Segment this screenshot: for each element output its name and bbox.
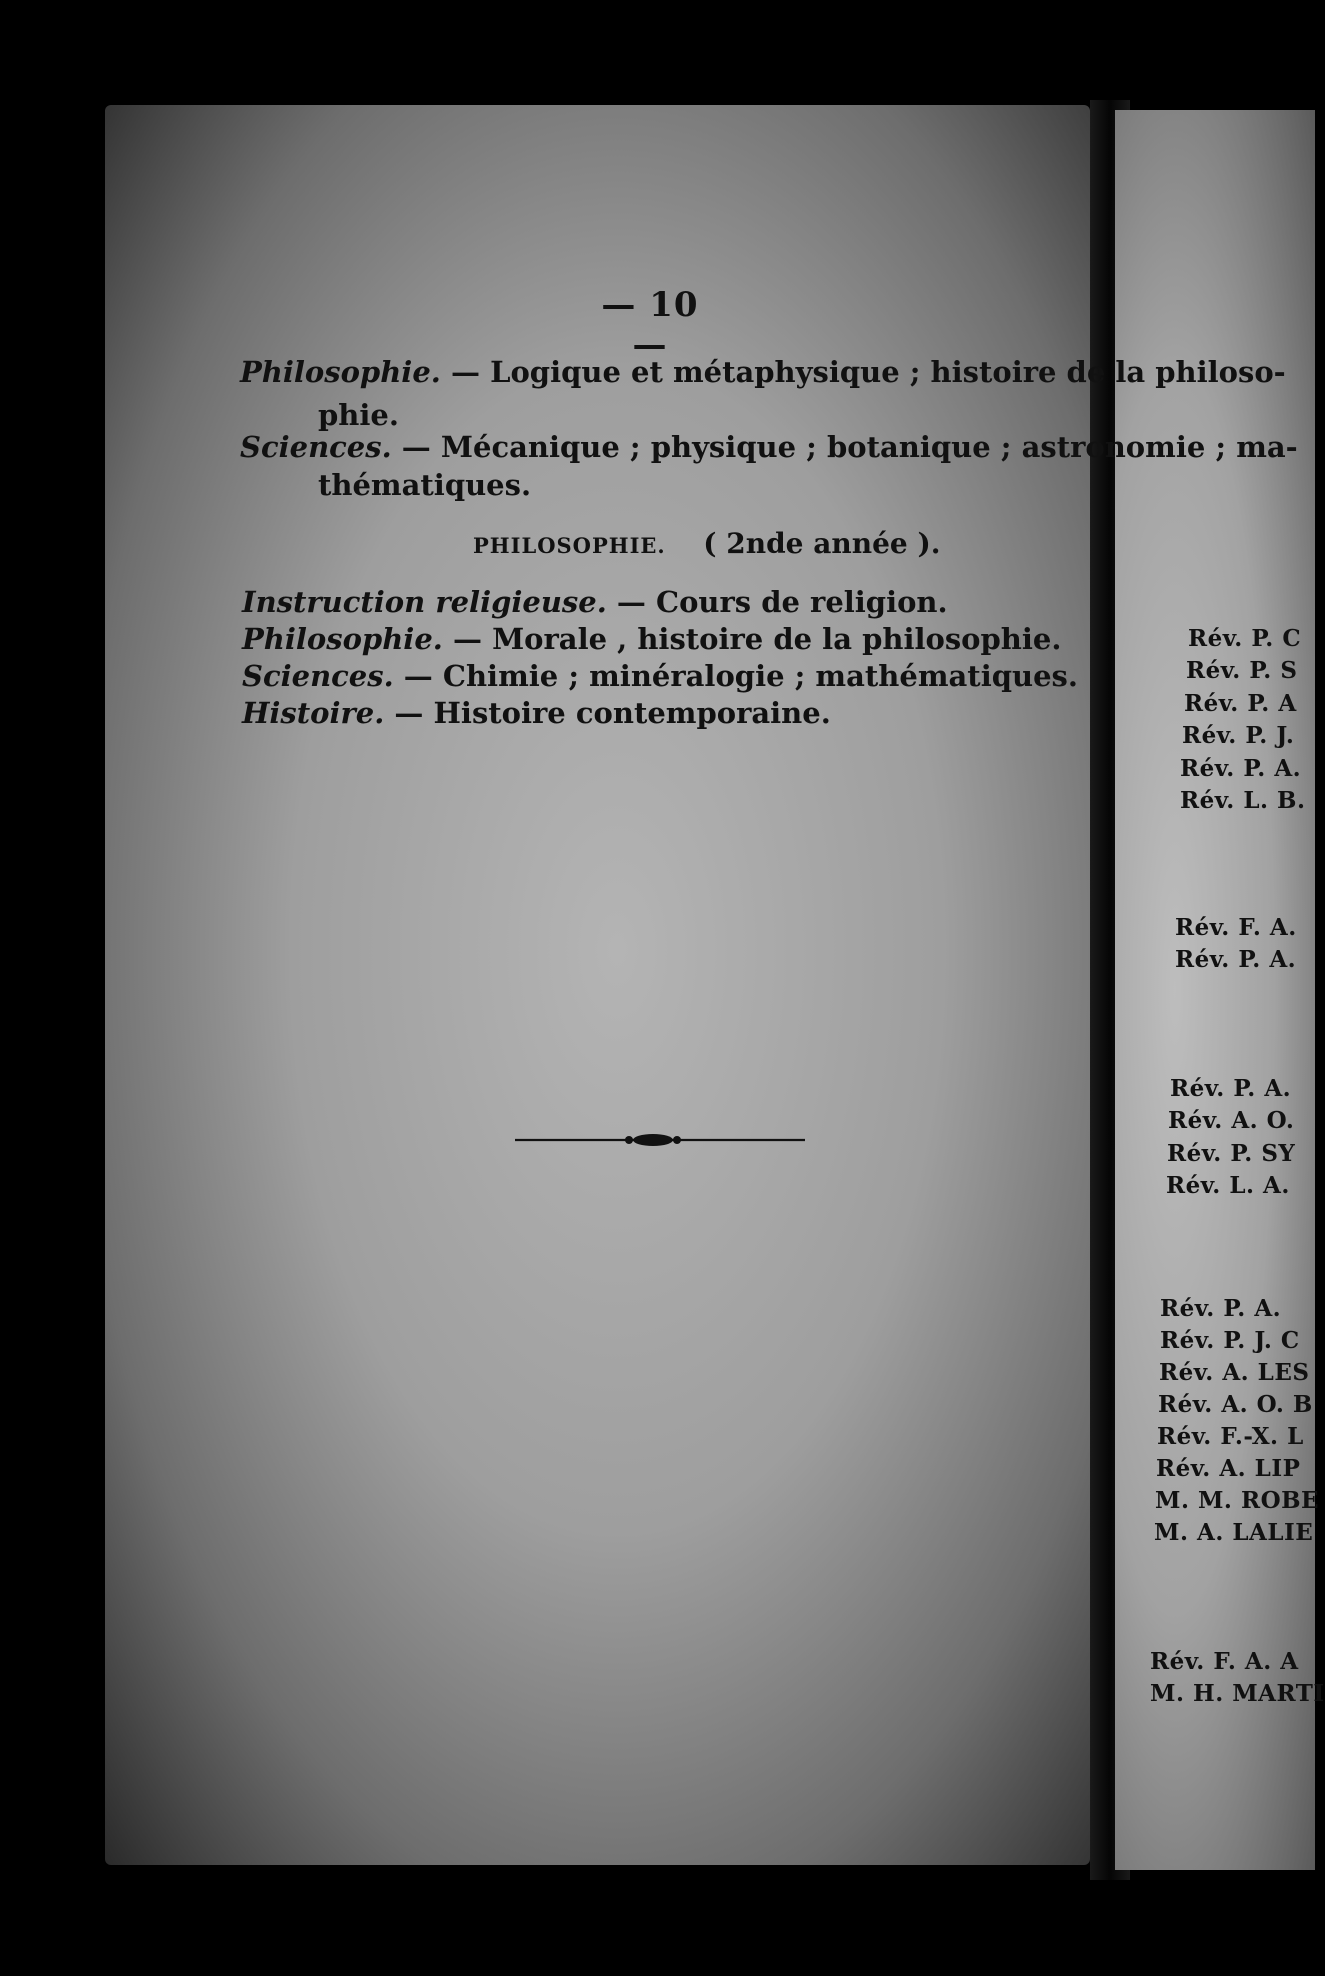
section-name: PHILOSOPHIE. bbox=[473, 533, 666, 558]
name-line: M. H. MARTI bbox=[1150, 1680, 1325, 1707]
name-line: Rév. P. A bbox=[1184, 690, 1297, 717]
name-line: Rév. P. A. bbox=[1160, 1295, 1282, 1322]
curriculum-line bbox=[242, 659, 1078, 693]
subject-content: Cours de religion. bbox=[656, 585, 948, 619]
name-line: Rév. F. A. A bbox=[1150, 1648, 1299, 1675]
subject-content: phie. bbox=[318, 398, 399, 432]
name-line: Rév. A. LIP bbox=[1156, 1455, 1301, 1482]
name-line: M. A. LALIE bbox=[1154, 1519, 1314, 1546]
subject-label: Sciences. bbox=[240, 430, 392, 464]
name-line: M. M. ROBE bbox=[1155, 1487, 1320, 1514]
curriculum-line bbox=[240, 430, 1298, 464]
name-line: Rév. P. S bbox=[1186, 657, 1298, 684]
dash: — bbox=[391, 430, 441, 464]
subject-content: Histoire contemporaine. bbox=[433, 696, 831, 730]
page-number: — 10 — bbox=[601, 285, 699, 365]
dash: — bbox=[442, 622, 493, 656]
subject-content: Chimie ; minéralogie ; mathématiques. bbox=[442, 659, 1078, 693]
subject-content: thématiques. bbox=[318, 468, 532, 502]
subject-label: Instruction religieuse. bbox=[242, 585, 607, 619]
name-line: Rév. P. C bbox=[1188, 625, 1302, 652]
dash: — bbox=[606, 585, 656, 619]
ornament-divider bbox=[515, 1128, 805, 1152]
dash: — bbox=[384, 696, 434, 730]
name-line: Rév. F.-X. L bbox=[1157, 1423, 1304, 1450]
curriculum-line bbox=[242, 696, 831, 730]
name-line: Rév. P. A. bbox=[1180, 755, 1302, 782]
subject-content: Logique et métaphysique ; histoire de la philoso- bbox=[490, 355, 1286, 389]
name-line: Rév. F. A. bbox=[1175, 914, 1297, 941]
name-line: Rév. A. LES bbox=[1159, 1359, 1310, 1386]
curriculum-line bbox=[318, 398, 399, 432]
name-line: Rév. P. J. C bbox=[1160, 1327, 1300, 1354]
name-line: Rév. A. O. bbox=[1168, 1107, 1295, 1134]
subject-label: Sciences. bbox=[242, 659, 394, 693]
name-line: Rév. P. SY bbox=[1167, 1140, 1296, 1167]
subject-label: Histoire. bbox=[242, 696, 385, 730]
dash: — bbox=[440, 355, 491, 389]
subject-label: Philosophie. bbox=[240, 355, 441, 389]
name-line: Rév. P. J. bbox=[1182, 722, 1295, 749]
curriculum-line bbox=[318, 468, 531, 502]
dash: — bbox=[393, 659, 443, 693]
curriculum-line bbox=[242, 622, 1061, 656]
name-line: Rév. L. A. bbox=[1166, 1172, 1290, 1199]
curriculum-line bbox=[240, 355, 1286, 389]
name-line: Rév. A. O. B bbox=[1158, 1391, 1313, 1418]
subject-label: Philosophie. bbox=[242, 622, 443, 656]
subject-content: Mécanique ; physique ; botanique ; astronomie ; ma- bbox=[440, 430, 1298, 464]
section-heading bbox=[473, 527, 940, 560]
name-line: Rév. P. A. bbox=[1175, 946, 1297, 973]
section-year: ( 2nde année ). bbox=[703, 527, 941, 560]
name-line: Rév. P. A. bbox=[1170, 1075, 1292, 1102]
name-line: Rév. L. B. bbox=[1180, 787, 1306, 814]
curriculum-line bbox=[242, 585, 948, 619]
subject-content: Morale , histoire de la philosophie. bbox=[492, 622, 1062, 656]
